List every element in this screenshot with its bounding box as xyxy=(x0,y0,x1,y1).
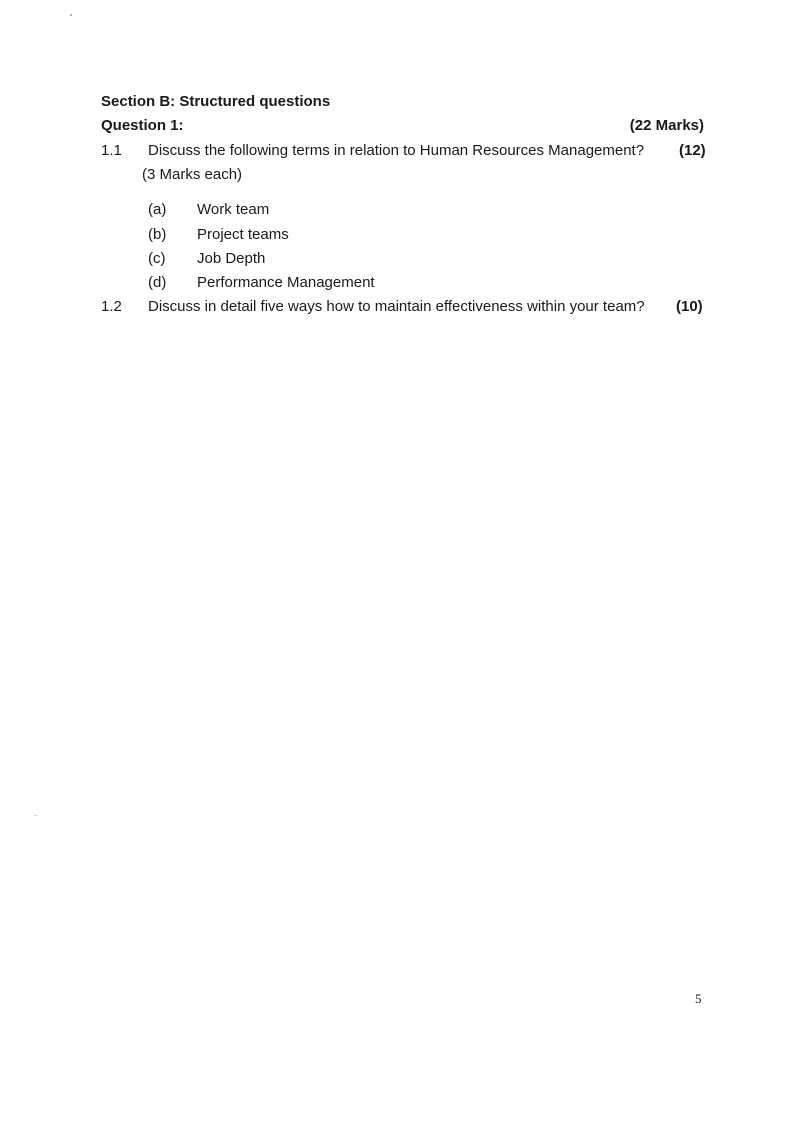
list-item-text: Job Depth xyxy=(197,250,266,267)
list-item-text: Work team xyxy=(197,201,270,218)
question-1-2-text: Discuss in detail five ways how to maintain effectiveness within your team? xyxy=(148,298,645,315)
scan-speck xyxy=(70,14,72,16)
list-item-label: (b) xyxy=(148,226,167,243)
question-1-2-number: 1.2 xyxy=(101,298,122,315)
question-total-marks: (22 Marks) xyxy=(629,117,704,134)
page-number: 5 xyxy=(695,991,702,1006)
scan-speck xyxy=(34,815,37,816)
list-item-text: Performance Management xyxy=(197,274,375,291)
question-1-1-note: (3 Marks each) xyxy=(142,166,243,183)
question-1-1-text: Discuss the following terms in relation to Human Resources Management? xyxy=(148,142,645,159)
question-1-1-number: 1.1 xyxy=(101,142,122,159)
list-item-label: (a) xyxy=(148,201,167,218)
list-item-label: (d) xyxy=(148,274,167,291)
section-title: Section B: Structured questions xyxy=(101,93,331,110)
list-item-text: Project teams xyxy=(197,226,289,243)
list-item-label: (c) xyxy=(148,250,166,267)
question-1-1-marks: (12) xyxy=(679,142,706,159)
question-label: Question 1: xyxy=(101,117,184,134)
question-1-2-marks: (10) xyxy=(676,298,703,315)
